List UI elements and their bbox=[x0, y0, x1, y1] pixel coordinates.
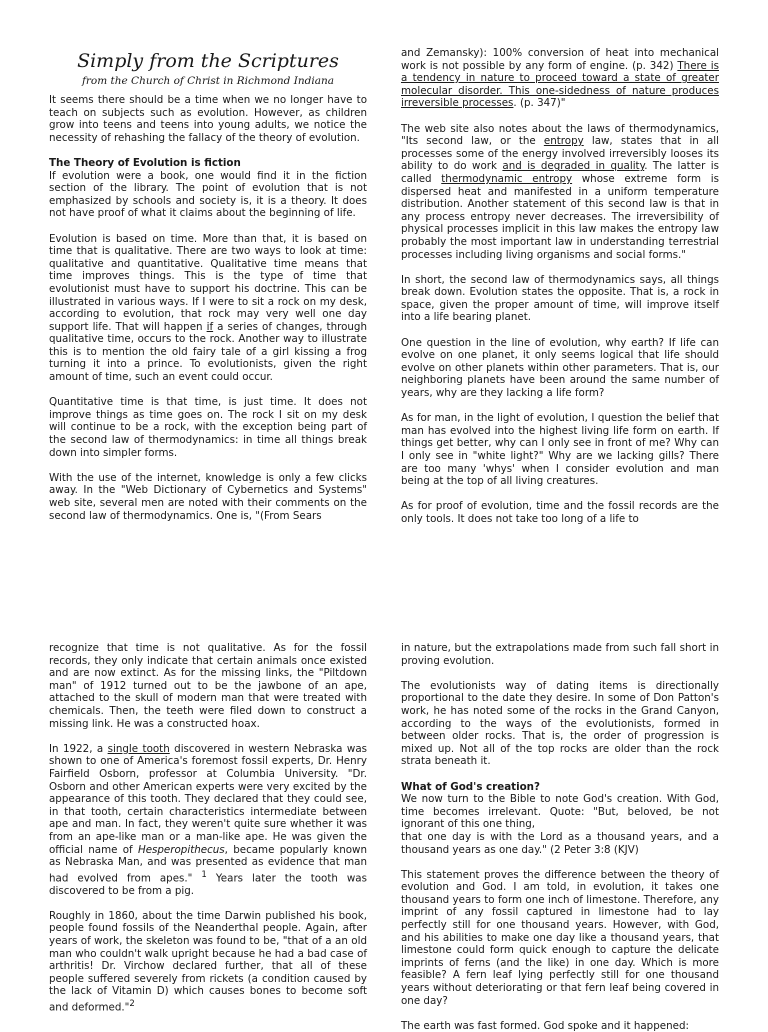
paragraph-proof: As for proof of evolution, time and the fossil records are the only tools. It does not take too long of a life to bbox=[401, 500, 719, 525]
paragraph-in-short: In short, the second law of thermodynamics says, all things break down. Evolution states the opposite. That is, a rock in space, given the proper amount of time, will improve itself into a life bearing planet. bbox=[401, 273, 719, 324]
page-subtitle: from the Church of Christ in Richmond Indiana bbox=[81, 75, 334, 87]
heading-gods-creation: What of God's creation? bbox=[401, 780, 540, 793]
paragraph-quantitative: Quantitative time is that time, is just time. It does not improve things as time goes on. The rock I sit on my desk will continue to be a rock, with the exception being part of the second law of thermodynamics: in time all things break down into simpler forms. bbox=[49, 396, 367, 459]
p1922-text-d: Years later the tooth was discovered to be from a pig. bbox=[49, 872, 367, 897]
paragraph-sears bbox=[401, 47, 719, 110]
web-text-d: whose extreme form is dispersed heat and manifested in a uniform temperature distribution. Another statement of this second law is that in any process entropy never decreases. The irreversibility of physical processes implicit in this law makes the entropy law probably the most important law in understanding terrestrial processes including living organisms and social forms." bbox=[401, 172, 719, 261]
paragraph-bible-quote: We now turn to the Bible to note God's creation. With God, time becomes irrelevant. Quote: "But, beloved, be not ignorant of this one thing, bbox=[401, 793, 719, 831]
paragraph-why-earth: One question in the line of evolution, why earth? If life can evolve on one planet, it only seems logical that life should evolve on other planets within other parameters. That is, our neighboring planets have been around the same number of years, why are they lacking a life form? bbox=[401, 336, 719, 400]
column-4 bbox=[401, 642, 719, 1032]
p1860-text: Roughly in 1860, about the time Darwin published his book, people found fossils of the Neanderthal people. Again, after years of work, the skeleton was found to be, "that of a an old man who couldn't walk upright because he had a bad case of arthritis! Dr. Virchow declared further, that all of these people suffered severely from rickets (a condition caused by the lack of Vitamin D) which causes bones to become soft and deformed." bbox=[49, 909, 367, 1014]
sears-text-underlined: There is a tendency in nature to proceed toward a state of greater molecular disorder. This one-sidedness of nature produces irreversible processes bbox=[401, 59, 719, 110]
web-text-entropy: entropy bbox=[543, 135, 584, 148]
paragraph-as-for-man: As for man, in the light of evolution, I question the belief that man has evolved into the highest living life form on earth. If things get better, why can I only see in front of me? Why can I only see in "white light?" Why are we lacking gills? There are too many 'whys' when I consider evolution and man being at the top of all living creatures. bbox=[401, 412, 719, 488]
paragraph-in-nature: in nature, but the extrapolations made from such fall short in proving evolution. bbox=[401, 642, 719, 667]
p1922-single-tooth: single tooth bbox=[107, 742, 170, 755]
p1922-text-b: discovered in western Nebraska was shown to one of America's foremost fossil experts, Dr. Henry Fairfield Osborn, professor at Columbia University. "Dr. Osborn and other American experts were very excited by the appearance of this tooth. They declared that they could see, in that tooth, certain characteristics intermediate between ape and man. In fact, they weren't quite sure whether it was from an ape-like man or a man-like ape. He was given the official name of bbox=[49, 742, 367, 856]
p1922-hesperopithecus: Hesperopithecus bbox=[137, 843, 225, 856]
web-text-b: law, states that in all processes some of the energy involved irreversibly looses its ability to do work bbox=[401, 135, 720, 173]
paragraph-recognize: recognize that time is not qualitative. As for the fossil records, they only indicate that certain animals once existed and are now extinct. As for the missing links, the "Piltdown man" of 1912 turned out to be the jawbone of an ape, attached to the skull of modern man that were treated with chemicals. Then, the teeth were filed down to construct a missing link. He was a constructed hoax. bbox=[49, 642, 367, 730]
paragraph-dating: The evolutionists way of dating items is directionally proportional to the date they desire. In some of Don Patton's work, he has noted some of the rocks in the Grand Canyon, according to the ways of the evolutionists, formed in between older rocks. That is, the order of progression is mixed up. Not all of the top rocks are older than the rock strata beneath it. bbox=[401, 679, 719, 768]
p1922-text-a: In 1922, a bbox=[49, 742, 108, 755]
p1922-text-c: , became popularly known as Nebraska Man, and was presented as evidence that man had evolved from apes." bbox=[49, 843, 367, 885]
paragraph-bible-verse: that one day is with the Lord as a thousand years, and a thousand years as one day." (2 Peter 3:8 (KJV) bbox=[401, 830, 719, 856]
sears-text-a: and Zemansky): 100% conversion of heat into mechanical work is not possible by any form of engine. (p. 342) bbox=[401, 47, 719, 72]
time-text-a: Evolution is based on time. More than that, it is based on time that is qualitative. There are two ways to look at time: qualitative and quantitative. Qualitative time means that time improves things. This is the type of time that evolutionist must have to support his doctrine. This can be illustrated in various ways. If I were to sit a rock on my desk, according to evolution, that rock may very well one day support life. That will happen bbox=[49, 232, 367, 333]
web-text-c: . The latter is called bbox=[401, 160, 719, 185]
paragraph-intro: It seems there should be a time when we no longer have to teach on subjects such as evolution. However, as children grow into teens and teens into young adults, we notice the necessity of rehashing the fallacy of the theory of evolution. bbox=[49, 94, 367, 144]
column-1 bbox=[49, 50, 367, 550]
time-text-if: if bbox=[206, 320, 214, 333]
paragraph-1922 bbox=[49, 743, 367, 898]
sears-text-b: . (p. 347)" bbox=[513, 97, 566, 110]
paragraph-time bbox=[49, 233, 367, 384]
paragraph-fast-formed: The earth was fast formed. God spoke and it happened: bbox=[401, 1019, 689, 1032]
column-2 bbox=[401, 47, 719, 547]
web-text-a: The web site also notes about the laws of thermodynamics, "Its second law, or the bbox=[401, 122, 719, 148]
page-title: Simply from the Scriptures bbox=[77, 50, 339, 72]
time-text-b: a series of changes, through qualitative time, occurs to the rock. Another way to illustrate this is to mention the old fairy tale of a girl kissing a frog turning it into a prince. To evolutionists, given the right amount of time, such an event could occur. bbox=[49, 320, 367, 384]
paragraph-1860 bbox=[49, 910, 367, 1014]
footnote-ref-2: 2 bbox=[129, 999, 135, 1010]
footnote-ref-1: 1 bbox=[201, 869, 207, 880]
web-text-thermo: thermodynamic entropy bbox=[441, 172, 573, 185]
heading-theory-fiction: The Theory of Evolution is fiction bbox=[49, 156, 241, 169]
web-text-degraded: and is degraded in quality bbox=[502, 160, 645, 173]
paragraph-fiction: If evolution were a book, one would find it in the fiction section of the library. The point of evolution that is not emphasized by schools and society is, it is a theory. It does not have proof of what it claims about the beginning of life. bbox=[49, 169, 367, 220]
column-3 bbox=[49, 642, 367, 1024]
paragraph-internet: With the use of the internet, knowledge is only a few clicks away. In the "Web Dictionary of Cybernetics and Systems" web site, several men are noted with their comments on the second law of thermodynamics. One is, "(From Sears bbox=[49, 471, 367, 522]
paragraph-statement: This statement proves the difference between the theory of evolution and God. I am told, in evolution, it takes one thousand years to form one inch of limestone. Therefore, any imprint of any fossil captured in limestone had to lay perfectly still for one thousand years. However, with God, and his abilities to make one day like a thousand years, that limestone could form quick enough to capture the delicate imprints of ferns (and the like) in one day. Which is more feasible? A fern leaf lying perfectly still for one thousand years without deteriorating or that fern leaf being covered in one day? bbox=[401, 868, 719, 1007]
paragraph-website bbox=[401, 123, 719, 262]
